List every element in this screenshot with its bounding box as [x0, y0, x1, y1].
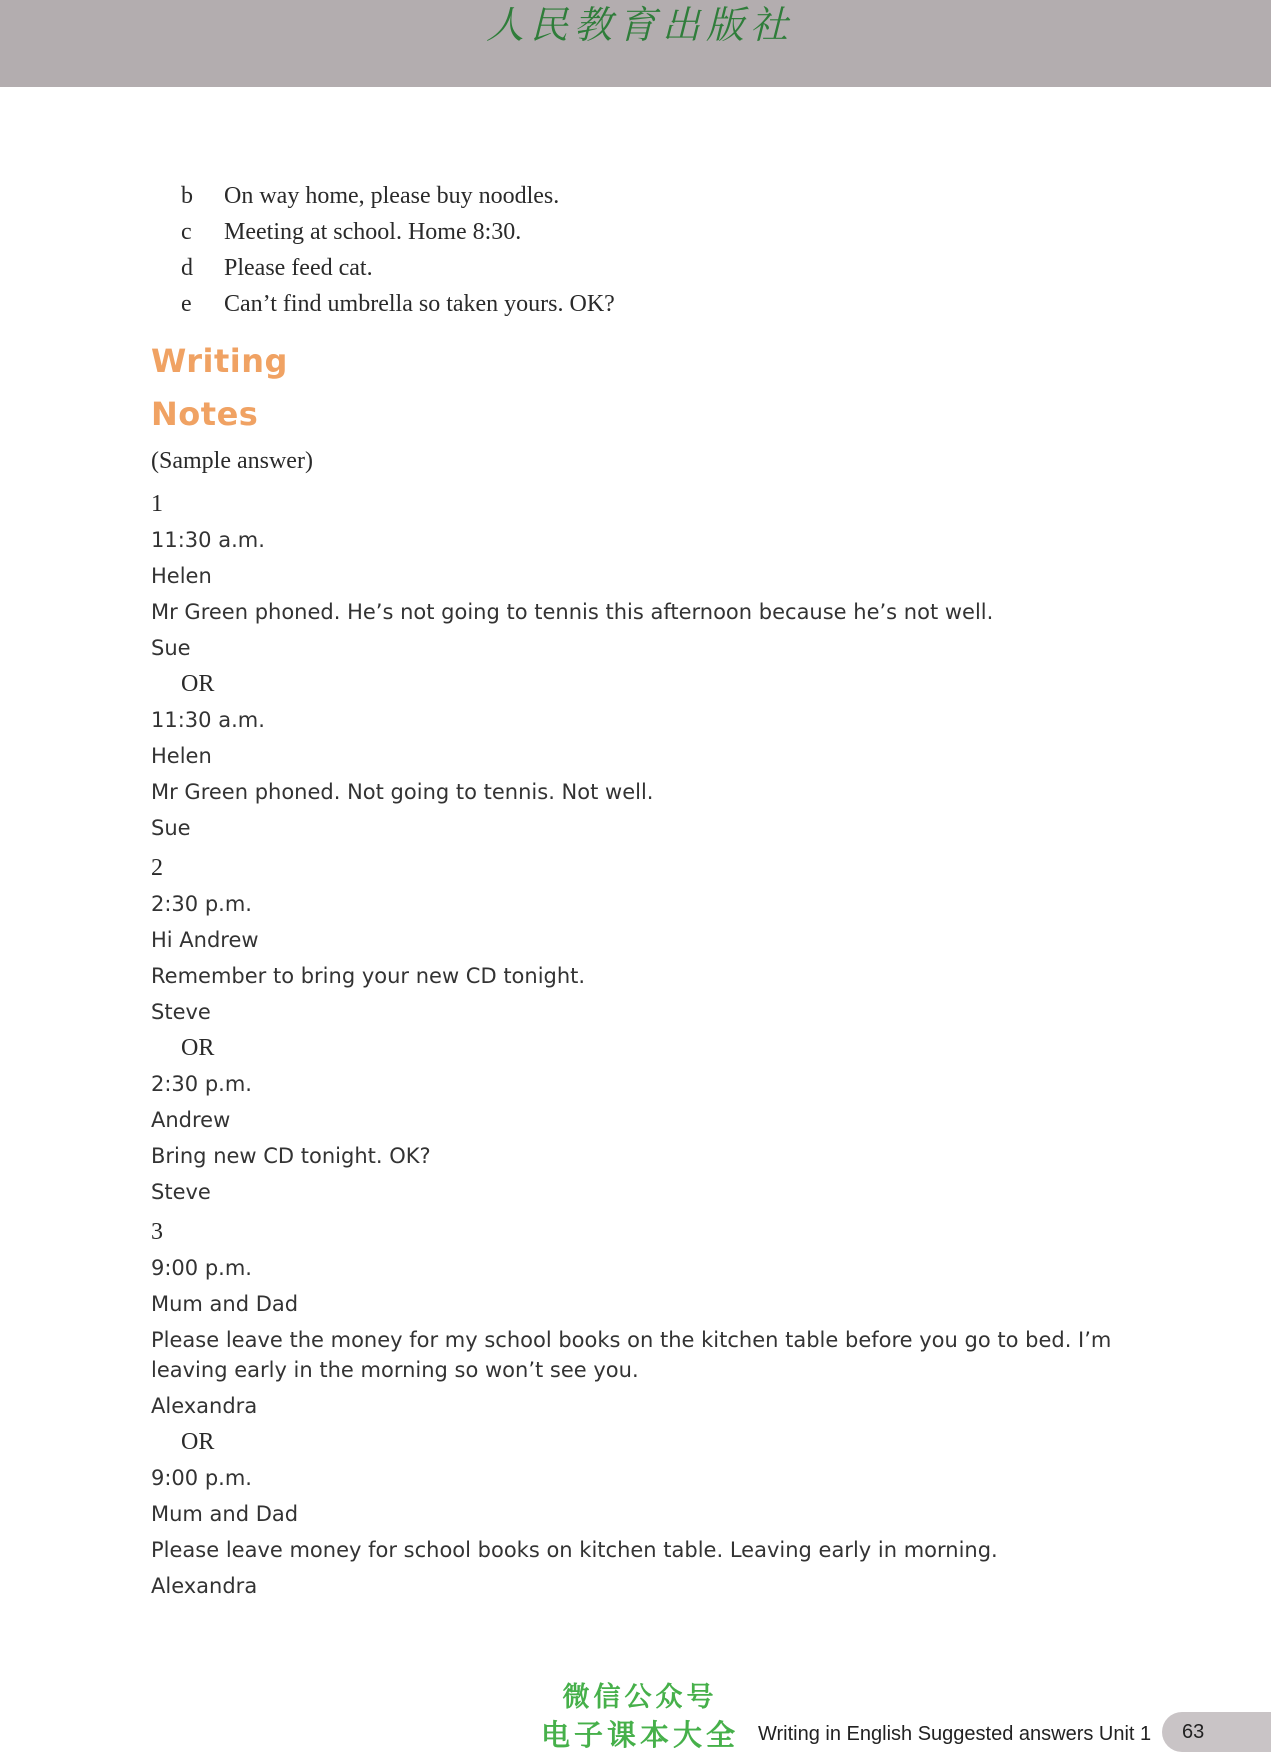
- subsection-heading: Notes: [151, 395, 259, 433]
- list-item-letter: e: [181, 291, 192, 317]
- note-message: Please leave money for school books on kitchen table. Leaving early in morning.: [151, 1538, 998, 1562]
- page-footer: [0, 1680, 1271, 1757]
- or-label: OR: [181, 1035, 215, 1061]
- note-message: Mr Green phoned. He’s not going to tennis this afternoon because he’s not well.: [151, 600, 994, 624]
- note-recipient: Andrew: [151, 1108, 231, 1132]
- note-signature: Steve: [151, 1000, 211, 1024]
- page-content: [151, 178, 1171, 1604]
- list-item-letter: b: [181, 183, 193, 209]
- note-recipient: Mum and Dad: [151, 1502, 299, 1526]
- list-item: [151, 286, 1171, 322]
- note-time: 9:00 p.m.: [151, 1256, 252, 1280]
- list-item: [151, 214, 1171, 250]
- page-number: 63: [1182, 1721, 1205, 1743]
- note-message: Remember to bring your new CD tonight.: [151, 964, 586, 988]
- list-item-text: Please feed cat.: [224, 255, 373, 281]
- publisher-logo: 人民教育出版社: [485, 3, 794, 47]
- note-message: Please leave the money for my school books on the kitchen table before you go to bed. I’m leaving early in the morning so won’t see you.: [151, 1328, 1112, 1382]
- note-signature: Alexandra: [151, 1394, 258, 1418]
- note-recipient: Hi Andrew: [151, 928, 259, 952]
- note-signature: Steve: [151, 1180, 211, 1204]
- note-number: 1: [151, 491, 163, 517]
- note-message: Bring new CD tonight. OK?: [151, 1144, 431, 1168]
- note-time: 2:30 p.m.: [151, 892, 252, 916]
- note-number: 3: [151, 1219, 163, 1245]
- note-time: 2:30 p.m.: [151, 1072, 252, 1096]
- note-recipient: Mum and Dad: [151, 1292, 299, 1316]
- note-recipient: Helen: [151, 564, 212, 588]
- list-item-text: Can’t find umbrella so taken yours. OK?: [224, 291, 615, 317]
- list-item-text: On way home, please buy noodles.: [224, 183, 560, 209]
- list-item: [151, 250, 1171, 286]
- running-title: Writing in English Suggested answers Unit 1: [758, 1723, 1152, 1745]
- list-item-letter: d: [181, 255, 193, 281]
- note-time: 9:00 p.m.: [151, 1466, 252, 1490]
- or-label: OR: [181, 1429, 215, 1455]
- list-item-text: Meeting at school. Home 8:30.: [224, 219, 522, 245]
- wechat-stamp-line: 微信公众号: [562, 1682, 718, 1713]
- list-item: [151, 178, 1171, 214]
- or-label: OR: [181, 671, 215, 697]
- section-heading: Writing: [151, 342, 288, 380]
- note-signature: Sue: [151, 816, 191, 840]
- note-number: 2: [151, 855, 163, 881]
- note-message: Mr Green phoned. Not going to tennis. Not well.: [151, 780, 654, 804]
- list-item-letter: c: [181, 219, 192, 245]
- note-time: 11:30 a.m.: [151, 708, 265, 732]
- sample-answer-label: (Sample answer): [151, 448, 313, 474]
- wechat-stamp-line: 电子课本大全: [540, 1718, 739, 1752]
- note-time: 11:30 a.m.: [151, 528, 265, 552]
- note-recipient: Helen: [151, 744, 212, 768]
- wechat-stamp: [525, 1680, 755, 1754]
- note-signature: Alexandra: [151, 1574, 258, 1598]
- page-number-badge: [1162, 1712, 1271, 1752]
- header-band: [0, 0, 1271, 87]
- note-signature: Sue: [151, 636, 191, 660]
